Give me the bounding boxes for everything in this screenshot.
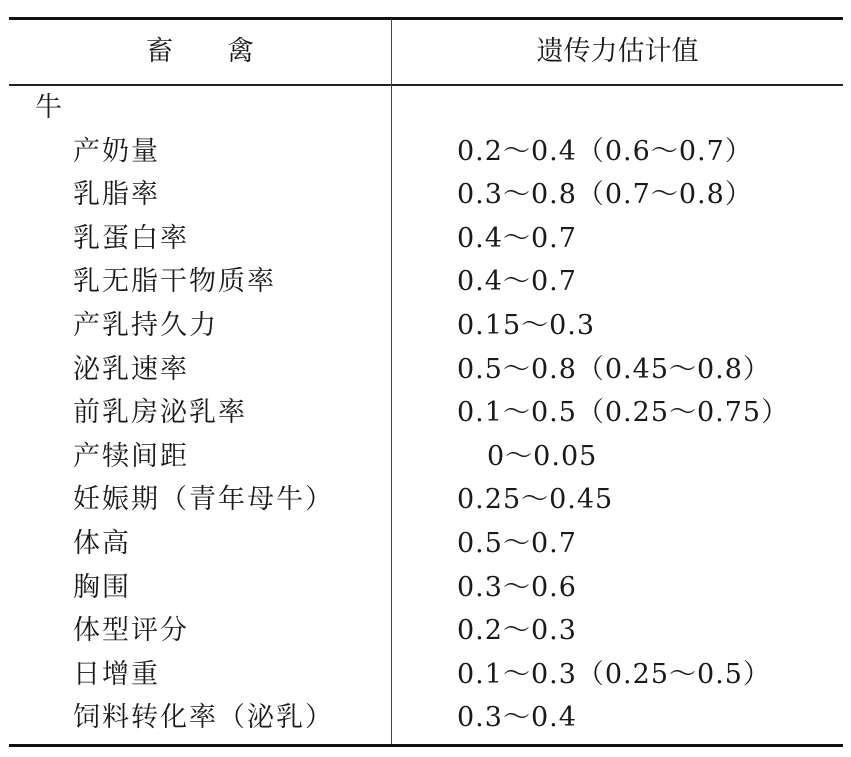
table-row — [9, 130, 843, 174]
table-row — [9, 696, 843, 740]
table-row — [9, 217, 843, 261]
heritability-value: 0.2～0.4（0.6～0.7） — [457, 135, 753, 167]
trait-name: 饲料转化率（泌乳） — [73, 702, 334, 734]
trait-name: 乳无脂干物质率 — [73, 266, 276, 298]
header-heritability: 遗传力估计值 — [536, 36, 699, 67]
table-row — [9, 260, 843, 304]
heritability-value: 0.1～0.5（0.25～0.75） — [457, 397, 790, 429]
heritability-value: 0.15～0.3 — [457, 309, 596, 341]
trait-name: 产乳持久力 — [73, 309, 218, 341]
heritability-value: 0.3～0.8（0.7～0.8） — [457, 179, 753, 211]
trait-name: 泌乳速率 — [73, 353, 189, 385]
table-row — [9, 435, 843, 479]
header-livestock — [9, 19, 391, 84]
trait-name: 日增重 — [73, 658, 160, 690]
heritability-value: 0.5～0.7 — [457, 527, 577, 559]
table-body — [9, 86, 843, 740]
header-livestock-char-1: 畜 — [146, 36, 173, 67]
trait-name: 产奶量 — [73, 135, 160, 167]
table-row — [9, 173, 843, 217]
group-row-cattle — [9, 86, 843, 130]
table-row — [9, 522, 843, 566]
table-row — [9, 653, 843, 697]
group-label: 牛 — [35, 92, 62, 123]
heritability-value: 0.2～0.3 — [457, 615, 577, 647]
trait-name: 体高 — [73, 527, 131, 559]
heritability-value: 0.25～0.45 — [457, 484, 614, 516]
heritability-value: 0.3～0.4 — [457, 702, 577, 734]
trait-name: 乳脂率 — [73, 179, 160, 211]
trait-name: 胸围 — [73, 571, 131, 603]
trait-name: 妊娠期（青年母牛） — [73, 484, 334, 516]
heritability-value: 0.4～0.7 — [457, 222, 577, 254]
heritability-value: 0～0.05 — [487, 440, 598, 472]
table-row — [9, 391, 843, 435]
heritability-value: 0.4～0.7 — [457, 266, 577, 298]
trait-name: 体型评分 — [73, 615, 189, 647]
table-row — [9, 348, 843, 392]
heritability-value: 0.3～0.6 — [457, 571, 577, 603]
table-row — [9, 566, 843, 610]
cropped-caption-fragment — [190, 0, 660, 5]
header-livestock-char-2: 禽 — [227, 36, 254, 67]
trait-name: 前乳房泌乳率 — [73, 397, 247, 429]
table-row — [9, 304, 843, 348]
table-row — [9, 609, 843, 653]
table-row — [9, 478, 843, 522]
heritability-value: 0.5～0.8（0.45～0.8） — [457, 353, 771, 385]
heritability-value: 0.1～0.3（0.25～0.5） — [457, 658, 771, 690]
table-bottom-rule — [9, 744, 843, 747]
trait-name: 产犊间距 — [73, 440, 189, 472]
trait-name: 乳蛋白率 — [73, 222, 189, 254]
